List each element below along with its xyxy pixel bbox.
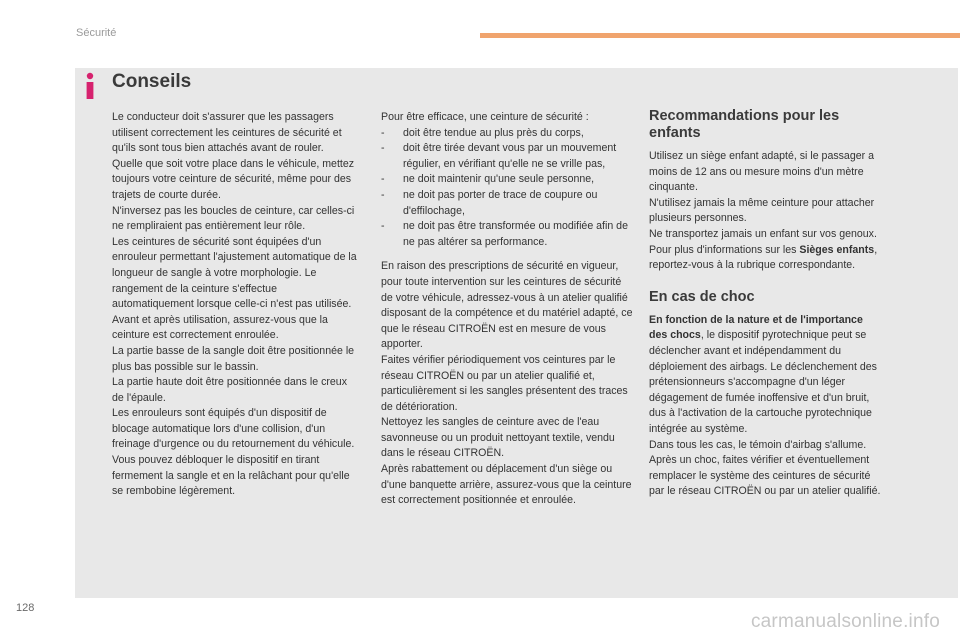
paragraph: La partie basse de la sangle doit être positionnée le plus bas possible sur le bassin. [112, 344, 355, 373]
heading-children: Recommandations pour les enfants [649, 108, 840, 141]
header-accent-bar [480, 33, 960, 38]
heading-crash: En cas de choc [649, 288, 755, 305]
paragraph: En raison des prescriptions de sécurité en vigueur, pour toute intervention sur les ceintures de sécurité de votre véhicule, adressez-vous à un atelier qualifié disposant de la compétence et du matériel adapté, ce que le réseau CITROËN est en mesure de vous apporter. [381, 260, 633, 351]
paragraph: N'inversez pas les boucles de ceinture, car celles-ci ne rempliraient pas entièrement leur rôle. [112, 204, 355, 233]
paragraph: Les ceintures de sécurité sont équipées d'un enrouleur permettant l'ajustement automatique de la longueur de sangle à votre morphologie. Le rangement de la ceinture s'effectue automatiquement lorsque celle-ci n'est pas utilisée. [112, 235, 357, 311]
paragraph: N'utilisez jamais la même ceinture pour attacher plusieurs personnes. [649, 196, 875, 225]
bold-ref-child-seats: Sièges enfants [799, 243, 875, 256]
text: , le dispositif pyrotechnique peut se déclencher avant et indépendamment du déploiement des airbags. Le déclenchement des prétensionneurs s'accompagne d'un léger dégagement de fumée inoffensive et d'un bruit, dus à l'activation de la cartouche pyrotechnique intégrée au système. [649, 329, 877, 435]
text: , reportez-vous à la rubrique correspondante. [649, 243, 878, 272]
paragraph: Le conducteur doit s'assurer que les passagers utilisent correctement les ceintures de sécurité et qu'ils sont tous bien attachés avant de rouler. [112, 111, 342, 155]
column-children-and-crash [649, 108, 883, 500]
list-intro: Pour être efficace, une ceinture de sécurité : [381, 111, 589, 123]
paragraph-more-info [649, 243, 883, 274]
info-icon [83, 72, 97, 100]
paragraph: La partie haute doit être positionnée dans le creux de l'épaule. [112, 376, 347, 404]
column-seatbelt-maintenance [381, 110, 633, 509]
list-item: - ne doit pas porter de trace de coupure ou d'effilochage, [381, 188, 633, 219]
paragraph: Après rabattement ou déplacement d'un siège ou d'une banquette arrière, assurez-vous que la ceinture est correctement positionnée et enroulée. [381, 463, 632, 507]
paragraph: Après un choc, faites vérifier et éventuellement remplacer le système des ceintures de sécurité par le réseau CITROËN ou par un atelier qualifié. [649, 454, 881, 498]
bold-crash-intro: En fonction de la nature et de l'importance des chocs [649, 313, 863, 342]
column-seatbelt-usage [112, 110, 357, 500]
text: Pour plus d'informations sur les [649, 243, 800, 256]
paragraph: Avant et après utilisation, assurez-vous que la ceinture est correctement enroulée. [112, 313, 328, 342]
panel-title: Conseils [112, 71, 192, 92]
list-item: - doit être tendue au plus près du corps, [381, 126, 633, 142]
paragraph: Dans tous les cas, le témoin d'airbag s'allume. [649, 438, 867, 451]
paragraph: Faites vérifier périodiquement vos ceintures par le réseau CITROËN ou par un atelier qualifié et, particulièrement si les sangles présentent des traces de détérioration. [381, 353, 628, 413]
paragraph: Quelle que soit votre place dans le véhicule, mettez toujours votre ceinture de sécurité, même pour des trajets de courte durée. [112, 157, 355, 201]
paragraph: Utilisez un siège enfant adapté, si le passager a moins de 12 ans ou mesure moins d'un mètre cinquante. [649, 150, 874, 194]
paragraph: Nettoyez les sangles de ceinture avec de l'eau savonneuse ou un produit nettoyant textile, vendu dans le réseau CITROËN. [381, 416, 615, 460]
requirements-list [381, 126, 633, 251]
section-label: Sécurité [76, 27, 117, 39]
list-item: - doit être tirée devant vous par un mouvement régulier, en vérifiant qu'elle ne se vrille pas, [381, 141, 633, 172]
list-item: - ne doit maintenir qu'une seule personne, [381, 172, 633, 188]
paragraph: Ne transportez jamais un enfant sur vos genoux. [649, 227, 877, 240]
paragraph: Les enrouleurs sont équipés d'un dispositif de blocage automatique lors d'une collision, d'un freinage d'urgence ou du retournement du véhicule. Vous pouvez débloquer le dispositif en tirant fermement la sangle et en la relâchant pour qu'elle se rembobine légèrement. [112, 407, 355, 498]
page-number: 128 [16, 602, 35, 614]
watermark: carmanualsonline.info [750, 611, 940, 632]
list-item: - ne doit pas être transformée ou modifiée afin de ne pas altérer sa performance. [381, 219, 633, 250]
paragraph-crash [649, 313, 883, 438]
